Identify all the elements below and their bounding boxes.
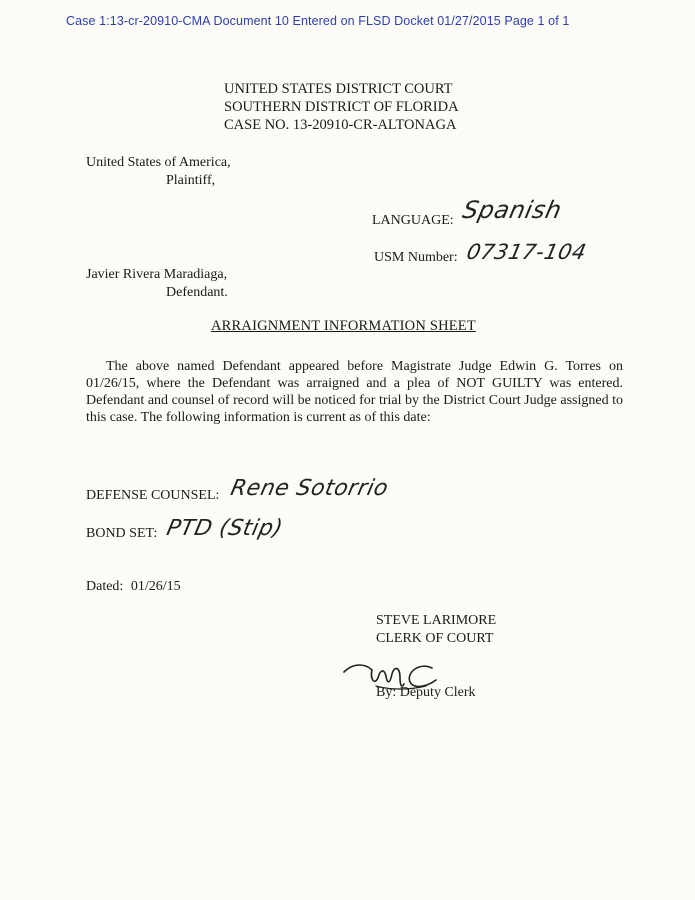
deputy-clerk-line: By: Deputy Clerk (376, 685, 476, 700)
dated-label: Dated: (86, 579, 124, 594)
arraignment-text: The above named Defendant appeared before Magistrate Judge Edwin G. Torres on 01/26/15, where the Defendant was arraigned and a plea of NOT GUILTY was entered. Defendant and counsel of record will be noticed for trial by the District Court Judge assigned to this case. The following information is current as of this date: (86, 359, 623, 425)
language-field (372, 196, 565, 229)
arraignment-paragraph (86, 358, 623, 426)
plaintiff-name: United States of America, (86, 155, 231, 170)
defendant-role: Defendant. (166, 285, 228, 300)
clerk-title: CLERK OF COURT (376, 631, 494, 646)
bond-set-value: PTD (Stip) (164, 516, 285, 541)
court-name: UNITED STATES DISTRICT COURT (224, 81, 453, 97)
court-caption (224, 80, 459, 134)
usm-number-field (374, 240, 589, 266)
bond-set-field (86, 516, 285, 542)
usm-number-value: 07317-104 (464, 240, 589, 264)
defendant-name: Javier Rivera Maradiaga, (86, 267, 228, 282)
docket-header-stamp: Case 1:13-cr-20910-CMA Document 10 Entered on FLSD Docket 01/27/2015 Page 1 of 1 (66, 14, 570, 28)
plaintiff-role: Plaintiff, (166, 173, 216, 188)
defense-counsel-value: Rene Sotorrio (228, 476, 391, 501)
bond-set-label: BOND SET: (86, 526, 158, 541)
usm-number-label: USM Number: (374, 250, 458, 265)
dated-value: 01/26/15 (130, 579, 181, 594)
court-district: SOUTHERN DISTRICT OF FLORIDA (224, 99, 459, 115)
defense-counsel-label: DEFENSE COUNSEL: (86, 488, 220, 503)
language-label: LANGUAGE: (372, 213, 454, 228)
dated-field (86, 578, 181, 595)
case-number: CASE NO. 13-20910-CR-ALTONAGA (224, 117, 457, 133)
clerk-name: STEVE LARIMORE (376, 613, 497, 628)
defense-counsel-field (86, 476, 391, 504)
language-value: Spanish (460, 196, 565, 224)
document-title: ARRAIGNMENT INFORMATION SHEET (211, 318, 476, 334)
